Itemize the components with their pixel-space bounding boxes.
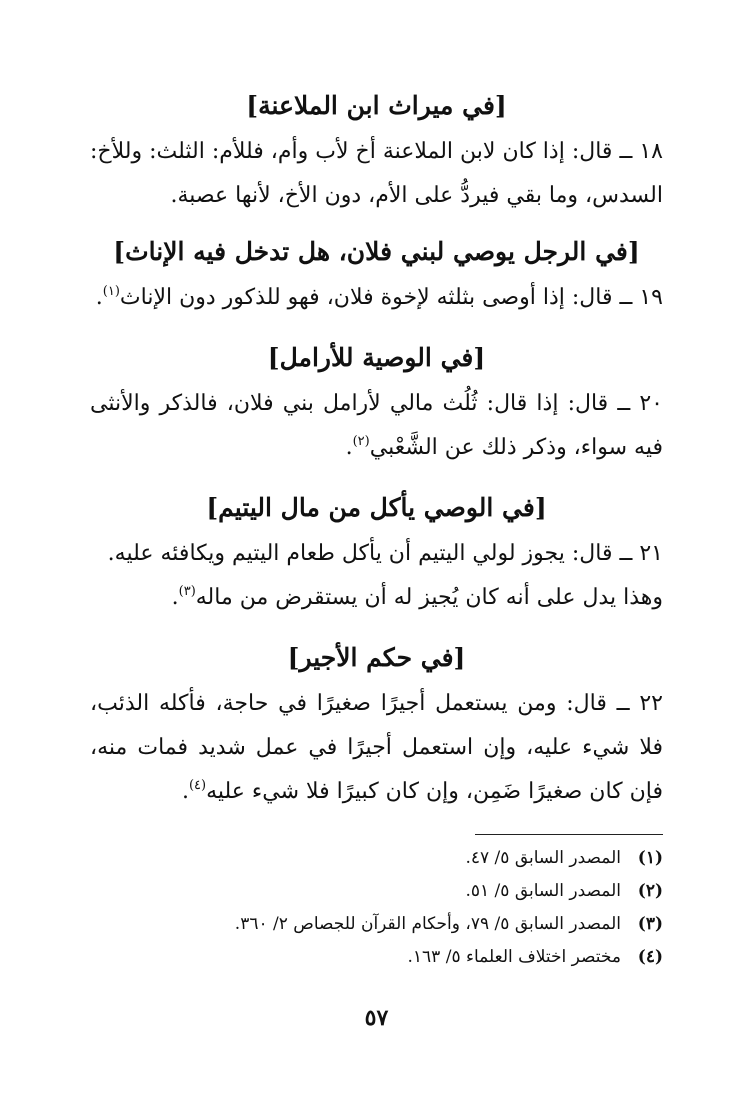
footnote-2 [90,875,663,908]
paragraph-tail: . [95,285,103,310]
paragraph-dash: ــ [608,391,640,416]
paragraph-tail: . [171,585,179,610]
paragraph-number: ١٨ [639,139,663,164]
paragraph-22 [90,682,663,814]
footnote-number: (٤) [637,947,663,967]
footnote-text: المصدر السابق ٥/ ٤٧. [465,848,621,868]
section-heading-22: [في حكم الأجير] [287,643,466,672]
paragraph-dash: ــ [612,139,640,164]
section-heading-20: [في الوصية للأرامل] [267,343,486,372]
main-text [90,78,663,814]
paragraph-text: وهذا يدل على أنه كان يُجيز له أن يستقرض من ماله [195,585,663,610]
paragraph-dash: ــ [612,541,640,566]
footnote-number: (١) [637,848,663,868]
footnote-text: المصدر السابق ٥/ ٧٩، وأحكام القرآن للجصاص ٢/ ٣٦٠. [234,914,621,934]
footnote-text: المصدر السابق ٥/ ٥١. [465,881,621,901]
footnote-4 [90,941,663,974]
paragraph-number: ٢٢ [639,691,663,716]
footnote-number: (٣) [637,914,663,934]
paragraph-21-continued [90,576,663,620]
footnote-number: (٢) [637,881,663,901]
paragraph-text: قال: يجوز لولي اليتيم أن يأكل طعام اليتيم ويكافئه عليه. [107,541,613,566]
paragraph-text: قال: إذا قال: ثُلُث مالي لأرامل بني فلان، فالذكر والأنثى فيه سواء، وذكر ذلك عن الشَّعْبي [90,391,663,460]
footnote-separator [475,834,663,835]
section-heading-19: [في الرجل يوصي لبني فلان، هل تدخل فيه الإناث] [113,237,640,266]
paragraph-21 [90,532,663,576]
footnote-ref: (١) [102,284,120,299]
paragraph-dash: ــ [612,285,640,310]
paragraph-dash: ــ [606,691,640,716]
footnote-ref: (٤) [188,778,207,793]
paragraph-text: قال: ومن يستعمل أجيرًا صغيرًا في حاجة، فأكله الذئب، فلا شيء عليه، وإن استعمل أجيرًا في عمل شديد فمات منه، فإن كان صغيرًا ضَمِن، وإن كان كبيرًا فلا شيء عليه [90,691,663,804]
paragraph-20 [90,382,663,470]
footnote-ref: (٣) [178,584,196,599]
paragraph-18 [90,130,663,218]
footnote-1 [90,842,663,875]
paragraph-text: قال: إذا أوصى بثلثه لإخوة فلان، فهو للذكور دون الإناث [119,285,613,310]
paragraph-tail: . [345,435,353,460]
paragraph-tail: . [181,779,189,804]
page-number: ٥٧ [364,1005,389,1031]
paragraph-number: ٢٠ [639,391,663,416]
paragraph-19 [90,276,663,320]
paragraph-number: ١٩ [639,285,663,310]
paragraph-number: ٢١ [639,541,663,566]
footnote-text: مختصر اختلاف العلماء ٥/ ١٦٣. [407,947,621,967]
footnote-3 [90,908,663,941]
section-heading-21: [في الوصي يأكل من مال اليتيم] [206,493,547,522]
section-heading-18: [في ميراث ابن الملاعنة] [246,91,507,120]
footnote-ref: (٢) [352,434,370,449]
paragraph-text: قال: إذا كان لابن الملاعنة أخ لأب وأم، فللأم: الثلث: وللأخ: السدس، وما بقي فيردُّ على الأم، دون الأخ، لأنها عصبة. [90,139,663,208]
footnotes [90,842,663,974]
